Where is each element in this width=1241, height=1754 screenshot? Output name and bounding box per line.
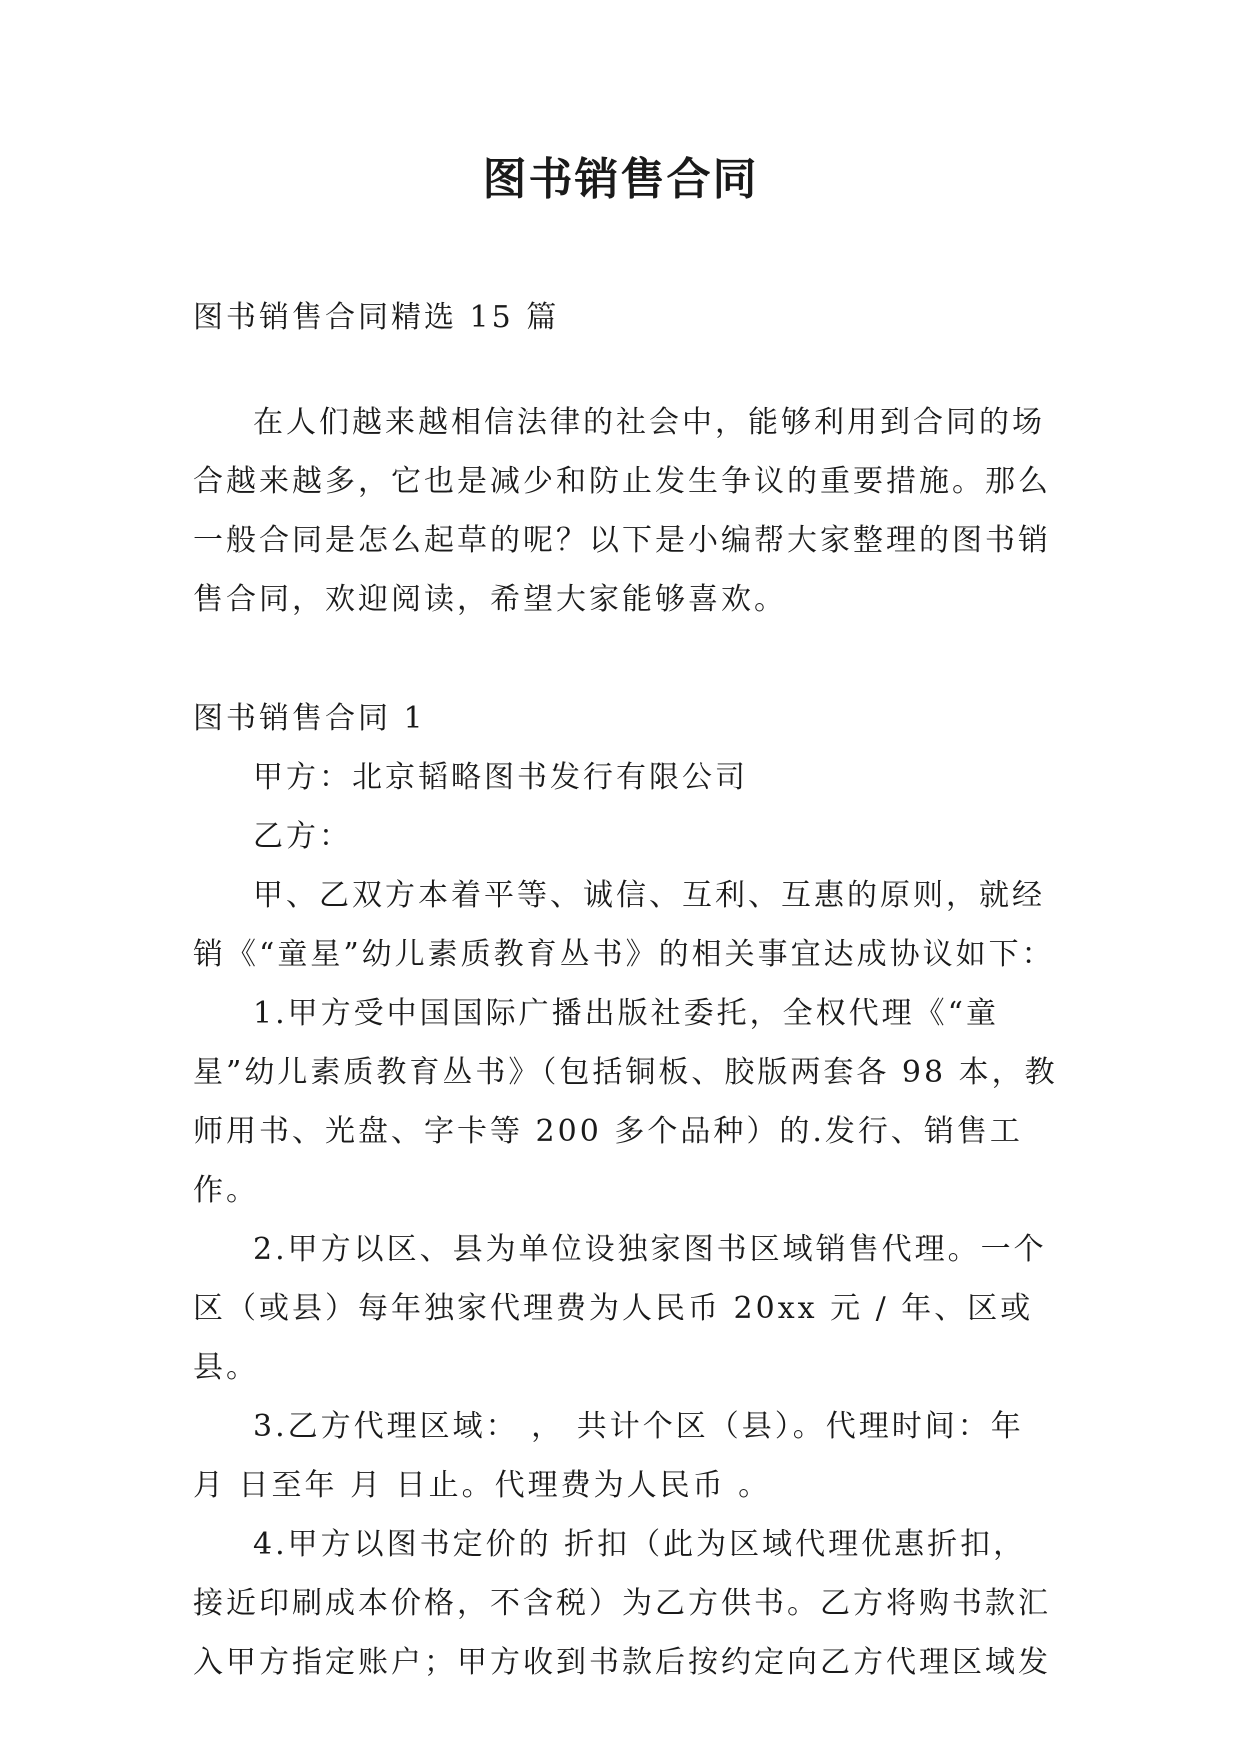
document-subtitle: 图书销售合同精选 15 篇 — [193, 300, 560, 335]
document-title: 图书销售合同 — [482, 154, 759, 205]
clause-3: 3.乙方代理区域： ， 共计个区（县）。代理时间：年 月 日至年 月 日止。代理费为人民币 。 — [193, 1409, 1024, 1503]
clause-4: 4.甲方以图书定价的 折扣（此为区域代理优惠折扣，接近印刷成本价格，不含税）为乙方供书。乙方将购书款汇入甲方指定账户；甲方收到书款后按约定向乙方代理区域发 — [193, 1527, 1051, 1680]
party-a-line: 甲方：北京韬略图书发行有限公司 — [253, 760, 748, 795]
party-b-line: 乙方： — [253, 819, 352, 854]
document-body — [193, 288, 1059, 1692]
section-heading: 图书销售合同 1 — [193, 701, 426, 736]
clause-1: 1.甲方受中国国际广播出版社委托，全权代理《“童星”幼儿素质教育丛书》（包括铜板、胶版两套各 98 本，教师用书、光盘、字卡等 200 多个品种）的.发行、销售工作。 — [193, 996, 1058, 1208]
agreement-preamble: 甲、乙双方本着平等、诚信、互利、互惠的原则，就经销《“童星”幼儿素质教育丛书》的相关事宜达成协议如下： — [193, 878, 1055, 972]
clause-2: 2.甲方以区、县为单位设独家图书区域销售代理。一个区（或县）每年独家代理费为人民币 20xx 元 / 年、区或县。 — [193, 1232, 1047, 1385]
intro-paragraph: 在人们越来越相信法律的社会中，能够利用到合同的场合越来越多，它也是减少和防止发生争议的重要措施。那么一般合同是怎么起草的呢？以下是小编帮大家整理的图书销售合同，欢迎阅读，希望大家能够喜欢。 — [193, 405, 1051, 617]
